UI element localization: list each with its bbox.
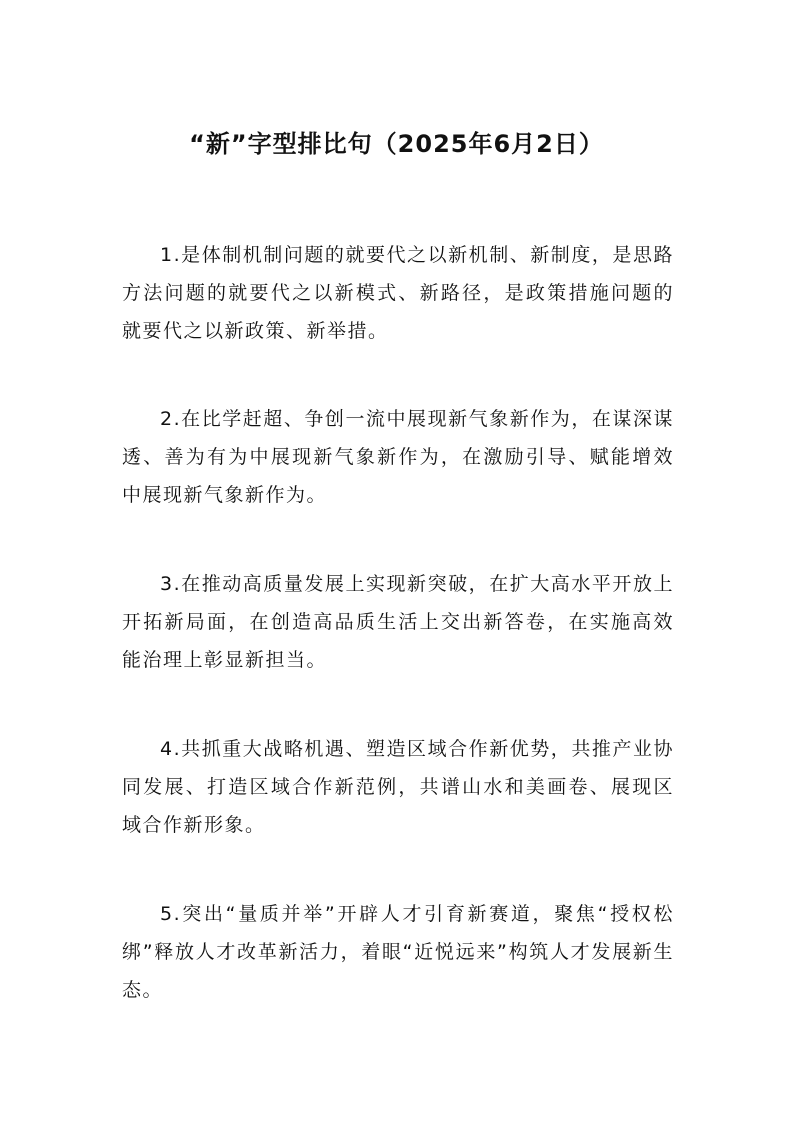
paragraph-2: 2.在比学赶超、争创一流中展现新气象新作为，在谋深谋透、善为有为中展现新气象新作为，在激励引导、赋能增效中展现新气象新作为。 bbox=[122, 408, 674, 506]
paragraph-1: 1.是体制机制问题的就要代之以新机制、新制度，是思路方法问题的就要代之以新模式、新路径，是政策措施问题的就要代之以新政策、新举措。 bbox=[122, 244, 674, 342]
paragraph-3: 3.在推动高质量发展上实现新突破，在扩大高水平开放上开拓新局面，在创造高品质生活上交出新答卷，在实施高效能治理上彰显新担当。 bbox=[122, 573, 674, 671]
paragraph-4: 4.共抓重大战略机遇、塑造区域合作新优势，共推产业协同发展、打造区域合作新范例，共谱山水和美画卷、展现区域合作新形象。 bbox=[122, 738, 674, 836]
paragraph-5: 5.突出“量质并举”开辟人才引育新赛道，聚焦“授权松绑”释放人才改革新活力，着眼“近悦远来”构筑人才发展新生态。 bbox=[122, 903, 674, 1001]
document-title: “新”字型排比句（2025年6月2日） bbox=[189, 130, 604, 158]
